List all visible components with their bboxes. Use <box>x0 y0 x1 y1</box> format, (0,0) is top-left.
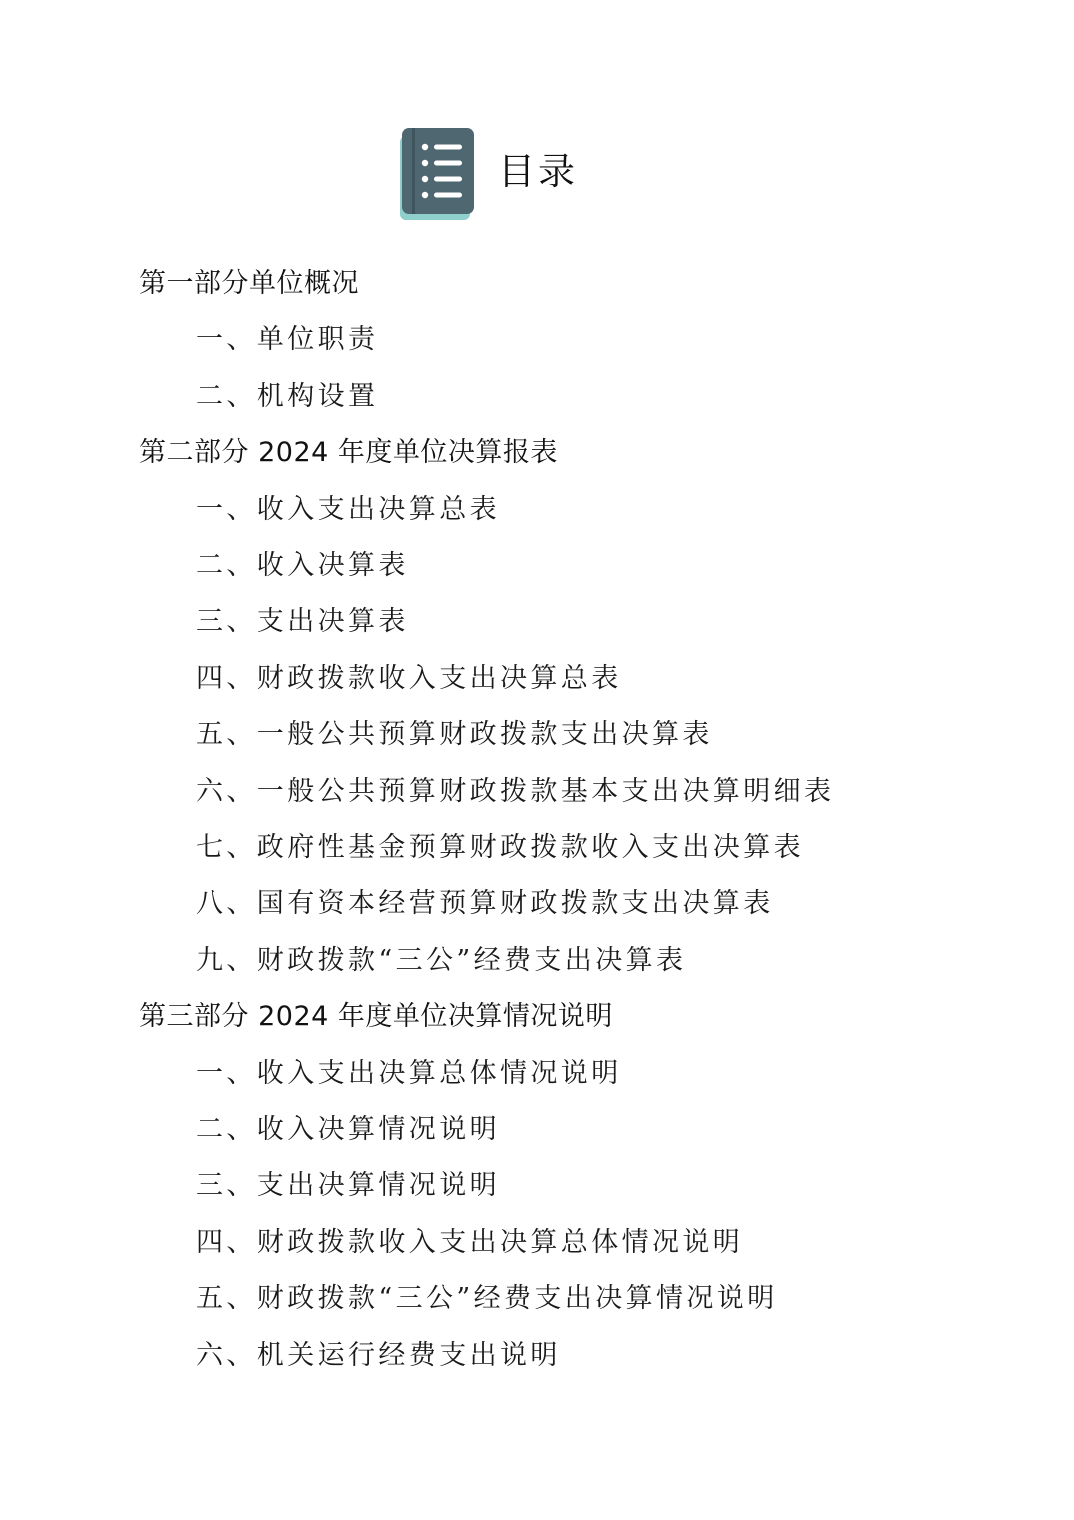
toc-part-heading: 第三部分 2024 年度单位决算情况说明 <box>139 1001 613 1033</box>
toc-item: 四、财政拨款收入支出决算总表 <box>196 662 622 694</box>
toc-item: 一、收入支出决算总体情况说明 <box>196 1057 622 1089</box>
toc-part-heading: 第二部分 2024 年度单位决算报表 <box>139 437 558 469</box>
toc-item: 五、一般公共预算财政拨款支出决算表 <box>196 719 713 751</box>
page-title: 目录 <box>498 149 578 193</box>
toc-item: 一、收入支出决算总表 <box>196 493 500 525</box>
toc-item: 八、国有资本经营预算财政拨款支出决算表 <box>196 888 774 920</box>
toc-item: 二、机构设置 <box>196 380 379 412</box>
toc-item: 七、政府性基金预算财政拨款收入支出决算表 <box>196 832 804 863</box>
toc-item: 四、财政拨款收入支出决算总体情况说明 <box>196 1226 744 1258</box>
toc-item: 二、收入决算表 <box>196 550 409 581</box>
toc-item: 六、一般公共预算财政拨款基本支出决算明细表 <box>196 775 835 807</box>
toc-item: 六、机关运行经费支出说明 <box>196 1339 561 1371</box>
toc-item: 二、收入决算情况说明 <box>196 1114 500 1145</box>
toc-item: 九、财政拨款“三公”经费支出决算表 <box>196 944 687 976</box>
list-icon <box>398 126 476 220</box>
toc-item: 三、支出决算情况说明 <box>196 1170 500 1202</box>
toc-item: 一、单位职责 <box>196 324 379 356</box>
toc-item: 五、财政拨款“三公”经费支出决算情况说明 <box>196 1283 778 1315</box>
toc-item: 三、支出决算表 <box>196 606 409 638</box>
toc-part-heading: 第一部分单位概况 <box>139 268 359 299</box>
toc-header <box>398 126 578 220</box>
